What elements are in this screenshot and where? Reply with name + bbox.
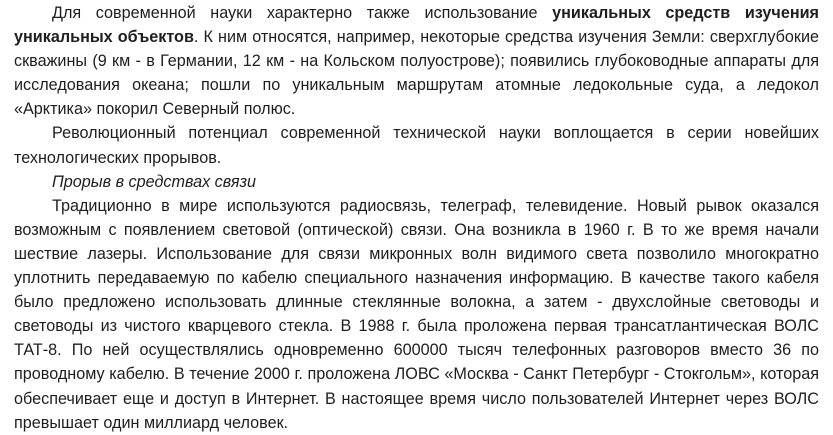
paragraph-text-end: . К ним относятся, например, некоторые средства изучения Земли: сверхглубокие скважины (9 км - в Германии, 12 км - на Кольском полуострове); появились глубоководные аппараты для исследования океана; пошли по уникальным маршрутам атомные ледокольные суда, а ледокол «Арктика» покорил Северный полюс. [14, 28, 819, 119]
paragraph-revolutionary-potential: Революционный потенциал современной технической науки воплощается в серии новейших технологических прорывов. [14, 124, 819, 167]
bold-phrase-unique-means: уникальных средств изучения уникальных объектов [14, 4, 819, 47]
paragraph-text-start: Для современной науки характерно также использование [52, 4, 553, 22]
section-subtitle: Прорыв в средствах связи [52, 172, 257, 191]
paragraph-optical-communication: Традиционно в мире используются радиосвязь, телеграф, телевидение. Новый рывок оказался возможным с появлением световой (оптической) связи. Она возникла в 1960 г. В то же время начали шествие лазеры. Использование для связи микронных волн видимого света позволило многократно уплотнить передаваемую по кабелю специального назначения информацию. В качестве такого кабеля было предложено использовать длинные стеклянные волокна, а затем - двухслойные световоды и световоды из чистого кварцевого стекла. В 1988 г. была проложена первая трансатлантическая ВОЛС ТАТ-8. По ней осуществлялись одновременно 600000 тысяч телефонных разговоров вместо 36 по проводному кабелю. В течение 2000 г. проложена ЛОВС «Москва - Санкт Петербург - Стокгольм», которая обеспечивает еще и доступ в Интернет. В настоящее время число пользователей Интернет через ВОЛС превышает один миллиард человек. [14, 196, 819, 432]
paragraph-unique-means [14, 1, 819, 121]
